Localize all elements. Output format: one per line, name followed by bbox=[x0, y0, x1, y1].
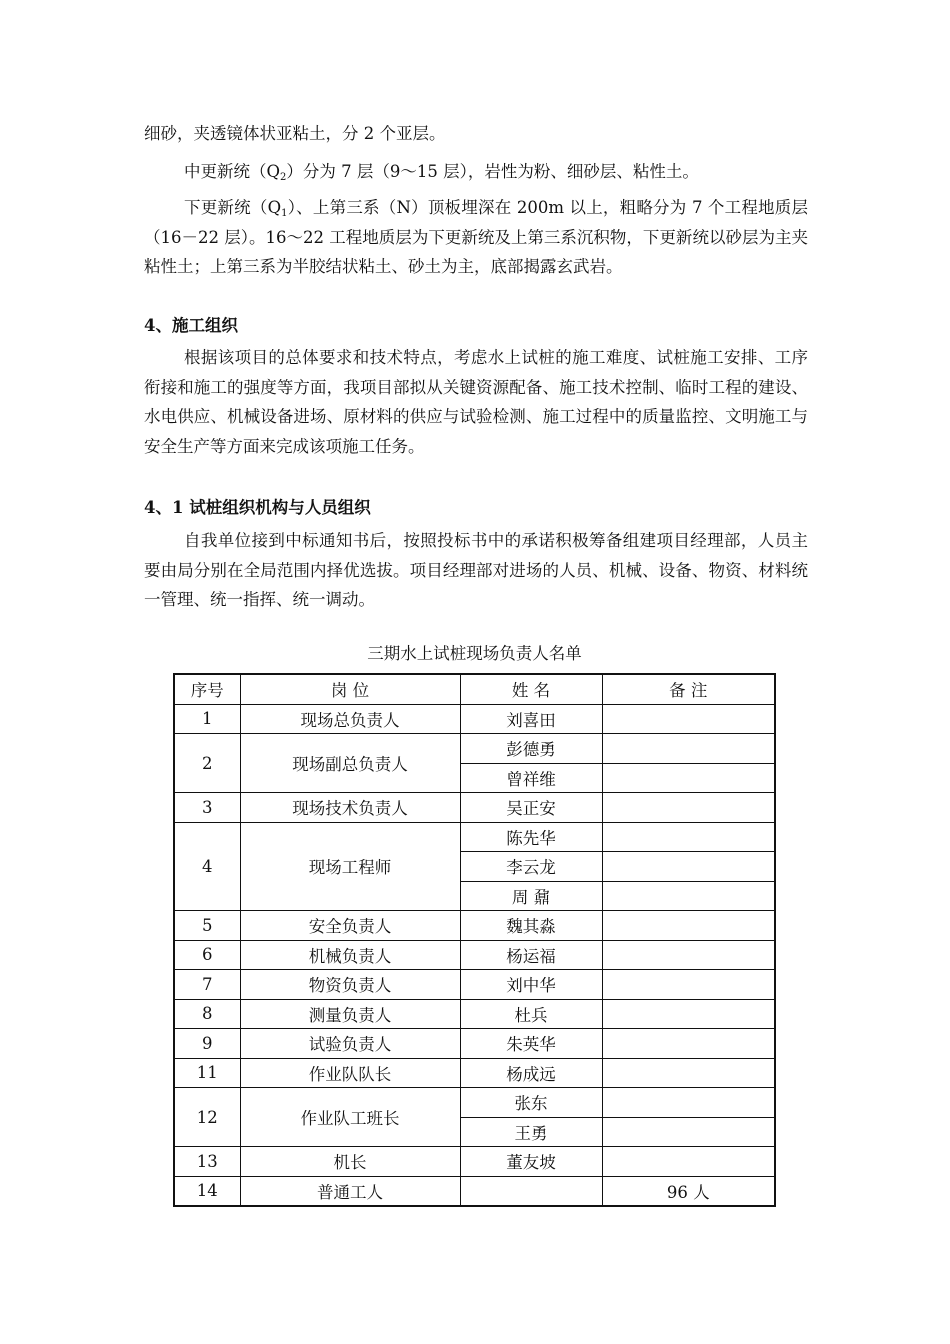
cell-post: 机长 bbox=[240, 1147, 460, 1177]
cell-no: 4 bbox=[174, 822, 240, 911]
cell-name: 张东 bbox=[460, 1088, 602, 1118]
table-row bbox=[174, 793, 775, 823]
paragraph-middle-pleistocene: 中更新统$(Q_2)$分为 7 层（9～15 层），岩性为粉、细砂层、粘性土。 bbox=[184, 162, 699, 183]
cell-note bbox=[602, 911, 775, 941]
cell-note bbox=[602, 1029, 775, 1059]
cell-note bbox=[602, 734, 775, 764]
cell-post: 现场工程师 bbox=[240, 822, 460, 911]
cell-note bbox=[602, 940, 775, 970]
cell-post: 作业队工班长 bbox=[240, 1088, 460, 1147]
cell-no: 2 bbox=[174, 734, 240, 793]
cell-note bbox=[602, 763, 775, 793]
cell-name: 刘中华 bbox=[460, 970, 602, 1000]
cell-name: 王勇 bbox=[460, 1117, 602, 1147]
cell-post: 现场技术负责人 bbox=[240, 793, 460, 823]
cell-note bbox=[602, 704, 775, 734]
cell-no: 12 bbox=[174, 1088, 240, 1147]
cell-no: 5 bbox=[174, 911, 240, 941]
cell-note bbox=[602, 852, 775, 882]
cell-post: 作业队队长 bbox=[240, 1058, 460, 1088]
cell-note: 96 人 bbox=[602, 1176, 775, 1206]
cell-name: 刘喜田 bbox=[460, 704, 602, 734]
cell-name bbox=[460, 1176, 602, 1206]
cell-name: 朱英华 bbox=[460, 1029, 602, 1059]
cell-post: 普通工人 bbox=[240, 1176, 460, 1206]
paragraph-strata-1: 细砂，夹透镜体状亚粘土，分 2 个亚层。 bbox=[144, 124, 446, 143]
table-body bbox=[174, 704, 775, 1206]
cell-no: 3 bbox=[174, 793, 240, 823]
table-row bbox=[174, 734, 775, 764]
cell-note bbox=[602, 1058, 775, 1088]
cell-name: 彭德勇 bbox=[460, 734, 602, 764]
cell-post: 机械负责人 bbox=[240, 940, 460, 970]
table-row bbox=[174, 822, 775, 852]
table-row bbox=[174, 999, 775, 1029]
cell-name: 李云龙 bbox=[460, 852, 602, 882]
cell-no: 9 bbox=[174, 1029, 240, 1059]
cell-name: 杜兵 bbox=[460, 999, 602, 1029]
cell-no: 13 bbox=[174, 1147, 240, 1177]
table-row bbox=[174, 1176, 775, 1206]
cell-name: 魏其淼 bbox=[460, 911, 602, 941]
cell-post: 现场副总负责人 bbox=[240, 734, 460, 793]
heading-construction-organization: 4、施工组织 bbox=[144, 316, 238, 335]
cell-note bbox=[602, 1088, 775, 1118]
table-header-row bbox=[174, 674, 775, 704]
cell-post: 试验负责人 bbox=[240, 1029, 460, 1059]
table-row bbox=[174, 704, 775, 734]
paragraph-lower-pleistocene: 下更新统$(Q_1)$、上第三系（N）顶板埋深在 200m 以上，粗略分为 7 个工程地质层（16－22 层）。16～22 工程地质层为下更新统及上第三系沉积物，下更新统以砂层为主夹粘性土；上第三系为半胶结状粘土、砂土为主，底部揭露玄武岩。 bbox=[144, 198, 808, 276]
header-no: 序号 bbox=[174, 674, 240, 704]
cell-name: 曾祥维 bbox=[460, 763, 602, 793]
cell-name: 杨运福 bbox=[460, 940, 602, 970]
cell-name: 吴正安 bbox=[460, 793, 602, 823]
cell-note bbox=[602, 1117, 775, 1147]
cell-note bbox=[602, 999, 775, 1029]
cell-no: 1 bbox=[174, 704, 240, 734]
paragraph-staff-organization: 自我单位接到中标通知书后，按照投标书中的承诺积极筹备组建项目经理部，人员主要由局分别在全局范围内择优选拔。项目经理部对进场的人员、机械、设备、物资、材料统一管理、统一指挥、统一调动。 bbox=[144, 531, 808, 609]
cell-post: 安全负责人 bbox=[240, 911, 460, 941]
table-row bbox=[174, 940, 775, 970]
cell-name: 杨成远 bbox=[460, 1058, 602, 1088]
header-note: 备 注 bbox=[602, 674, 775, 704]
personnel-table bbox=[173, 673, 776, 1207]
cell-name: 董友坡 bbox=[460, 1147, 602, 1177]
paragraph-construction-organization: 根据该项目的总体要求和技术特点，考虑水上试桩的施工难度、试桩施工安排、工序衔接和施工的强度等方面，我项目部拟从关键资源配备、施工技术控制、临时工程的建设、水电供应、机械设备进场、原材料的供应与试验检测、施工过程中的质量监控、文明施工与安全生产等方面来完成该项施工任务。 bbox=[144, 348, 808, 456]
cell-note bbox=[602, 881, 775, 911]
cell-no: 8 bbox=[174, 999, 240, 1029]
cell-no: 6 bbox=[174, 940, 240, 970]
heading-pile-test-organization: 4、1 试桩组织机构与人员组织 bbox=[144, 498, 371, 517]
table-row bbox=[174, 1058, 775, 1088]
cell-name: 陈先华 bbox=[460, 822, 602, 852]
cell-note bbox=[602, 1147, 775, 1177]
header-post: 岗 位 bbox=[240, 674, 460, 704]
cell-post: 测量负责人 bbox=[240, 999, 460, 1029]
cell-post: 现场总负责人 bbox=[240, 704, 460, 734]
table-row bbox=[174, 1029, 775, 1059]
cell-note bbox=[602, 970, 775, 1000]
cell-note bbox=[602, 822, 775, 852]
cell-no: 11 bbox=[174, 1058, 240, 1088]
cell-no: 7 bbox=[174, 970, 240, 1000]
table-row bbox=[174, 970, 775, 1000]
cell-note bbox=[602, 793, 775, 823]
table-row bbox=[174, 911, 775, 941]
cell-post: 物资负责人 bbox=[240, 970, 460, 1000]
cell-name: 周 鼐 bbox=[460, 881, 602, 911]
table-row bbox=[174, 1147, 775, 1177]
header-name: 姓 名 bbox=[460, 674, 602, 704]
table-caption: 三期水上试桩现场负责人名单 bbox=[367, 644, 582, 663]
cell-no: 14 bbox=[174, 1176, 240, 1206]
table-row bbox=[174, 1088, 775, 1118]
